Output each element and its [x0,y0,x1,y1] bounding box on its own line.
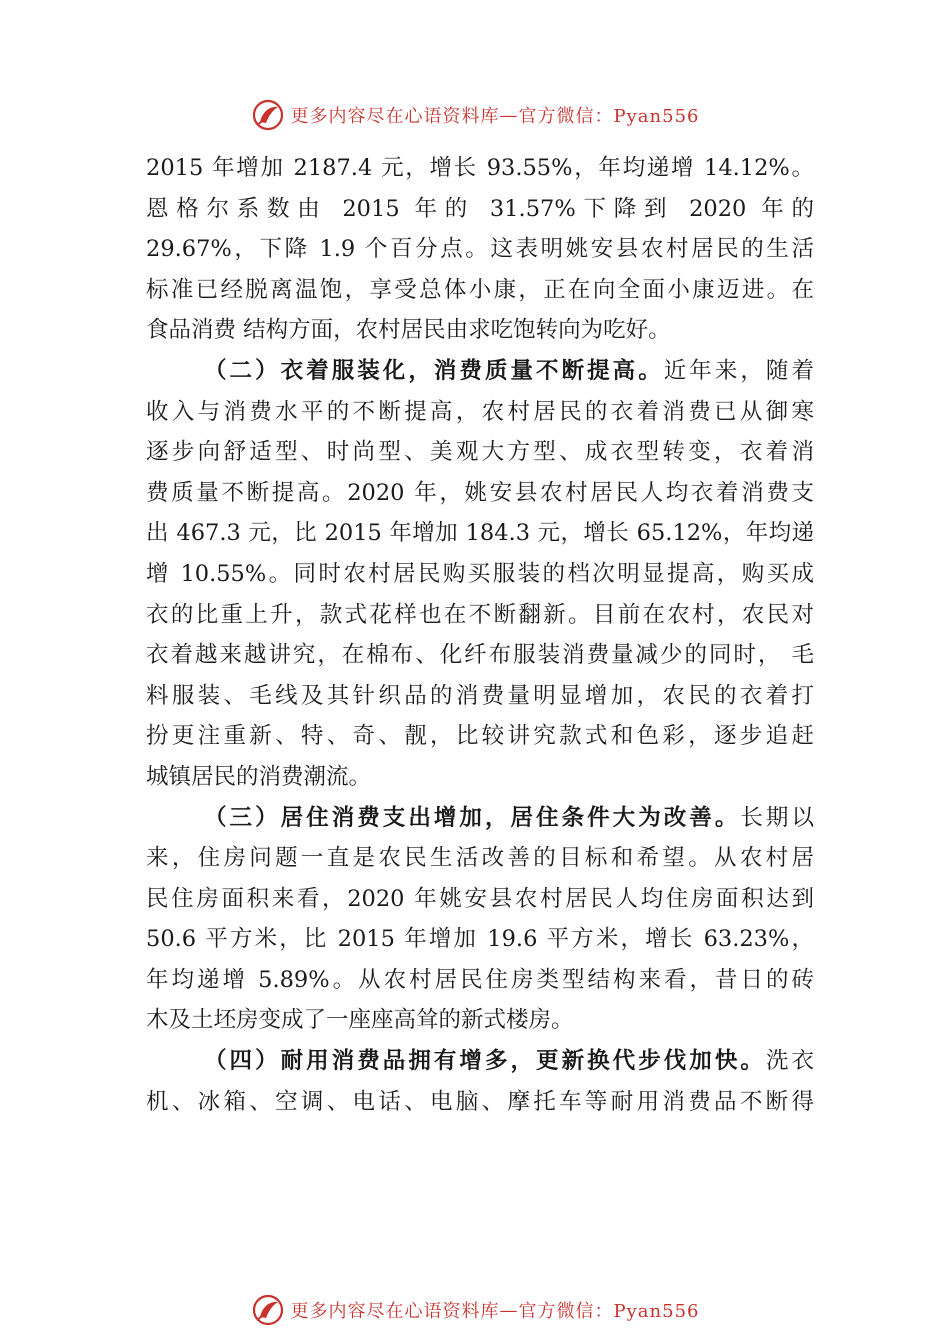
text-line: 扮更注重新、特、奇、靓，比较讲究款式和色彩，逐步追赶 [146,723,814,750]
brand-logo-icon [251,1293,285,1327]
text-line: 年均递增 5.89%。从农村居民住房类型结构来看，昔日的砖 [146,966,814,993]
paragraph-2-lead: 近年来，随着 [663,357,814,384]
text-line: 机、冰箱、空调、电话、电脑、摩托车等耐用消费品不断得 [146,1088,814,1115]
text-line: 逐步向舒适型、时尚型、美观大方型、成衣型转变，衣着消 [146,439,814,466]
text-line: 食品消费 结构方面，农村居民由求吃饱转向为吃好。 [146,317,671,344]
watermark-contact: 官方微信：Pyan556 [518,1301,700,1322]
text-line: 标准已经脱离温饱，享受总体小康，正在向全面小康迈进。在 [146,276,814,303]
watermark-dash: — [499,104,519,126]
text-line: 来，住房问题一直是农民生活改善的目标和希望。从农村居 [146,845,814,872]
text-line: 50.6 平方米，比 2015 年增加 19.6 平方米，增长 63.23%， [146,926,814,953]
brand-logo-icon [251,98,285,132]
section-heading-4: （四）耐用消费品拥有增多，更新换代步伐加快。 [204,1048,766,1075]
text-line: 出 467.3 元，比 2015 年增加 184.3 元，增长 65.12%，年均递 [146,520,814,547]
document-body [146,148,814,1122]
section-heading-2: （二）衣着服装化，消费质量不断提高。 [204,357,664,384]
paragraph-3-lead: 长期以 [740,804,814,831]
paragraph-2-first-line [146,351,814,392]
text-line: 民住房面积来看，2020 年姚安县农村居民人均住房面积达到 [146,885,814,912]
paragraph-3-first-line [146,798,814,839]
paragraph-4-lead: 洗衣 [765,1048,814,1075]
section-heading-3: （三）居住消费支出增加，居住条件大为改善。 [204,804,741,831]
paragraph-4-first-line [146,1041,814,1082]
watermark-dash: — [499,1299,519,1321]
text-line: 29.67%，下降 1.9 个百分点。这表明姚安县农村居民的生活 [146,236,814,263]
watermark-contact: 官方微信：Pyan556 [518,106,700,127]
watermark-brand: 更多内容尽在心语资料库 [290,1301,500,1322]
text-line: 费质量不断提高。2020 年，姚安县农村居民人均衣着消费支 [146,479,814,506]
text-line: 增 10.55%。同时农村居民购买服装的档次明显提高，购买成 [146,560,814,587]
watermark-header [0,95,950,135]
watermark-footer [0,1290,950,1330]
text-line: 衣着越来越讲究，在棉布、化纤布服装消费量减少的同时， 毛 [146,642,814,669]
text-line: 木及土坯房变成了一座座高耸的新式楼房。 [146,1007,574,1034]
watermark-brand: 更多内容尽在心语资料库 [290,106,500,127]
text-line: 2015 年增加 2187.4 元，增长 93.55%，年均递增 14.12%。 [146,155,814,181]
text-line: 收入与消费水平的不断提高，农村居民的衣着消费已从御寒 [146,398,814,425]
text-line: 料服装、毛线及其针织品的消费量明显增加，农民的衣着打 [146,682,814,709]
text-line: 城镇居民的消费潮流。 [146,763,372,790]
text-line: 恩格尔系数由 2015 年的 31.57%下降到 2020 年的 [146,195,814,222]
text-line: 衣的比重上升，款式花样也在不断翻新。目前在农村，农民对 [146,601,814,628]
